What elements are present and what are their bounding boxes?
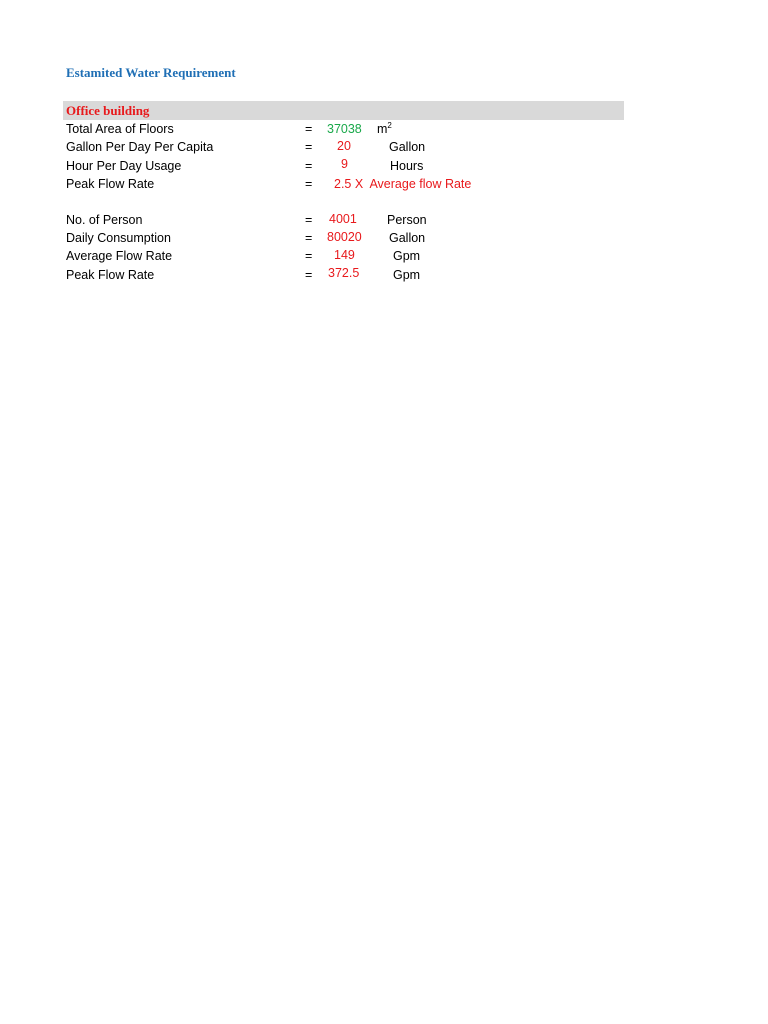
row-value: 2.5 X Average flow Rate	[334, 177, 472, 191]
row-label: No. of Person	[66, 213, 143, 227]
row-gallon-per-day	[0, 140, 768, 158]
unit-superscript: 2	[387, 121, 392, 130]
row-unit: Hours	[390, 159, 424, 173]
row-no-of-person	[0, 213, 768, 231]
row-hour-per-day	[0, 159, 768, 177]
equals-sign: =	[305, 268, 313, 282]
equals-sign: =	[305, 140, 313, 154]
row-value: 20	[337, 139, 351, 153]
row-label: Gallon Per Day Per Capita	[66, 140, 214, 154]
row-total-area	[0, 122, 768, 140]
row-average-flow-rate	[0, 249, 768, 267]
row-unit: Person	[387, 213, 427, 227]
section-title: Office building	[66, 103, 150, 118]
equals-sign: =	[305, 213, 313, 227]
row-unit: Gpm	[393, 249, 421, 263]
unit-text: m	[377, 122, 388, 136]
row-value: 372.5	[328, 266, 360, 280]
row-label: Daily Consumption	[66, 231, 171, 245]
row-label: Peak Flow Rate	[66, 177, 155, 191]
row-unit: Gallon	[389, 140, 426, 154]
section-header-bar	[63, 101, 624, 120]
row-value: 9	[341, 157, 348, 171]
row-unit: Gallon	[389, 231, 426, 245]
equals-sign: =	[305, 159, 313, 173]
row-label: Average Flow Rate	[66, 249, 173, 263]
row-label: Total Area of Floors	[66, 122, 174, 136]
row-daily-consumption	[0, 231, 768, 249]
row-value: 4001	[329, 212, 357, 226]
row-value: 80020	[327, 230, 362, 244]
row-label: Peak Flow Rate	[66, 268, 155, 282]
row-peak-flow-rate-result	[0, 268, 768, 286]
row-value: 37038	[327, 122, 362, 136]
equals-sign: =	[305, 177, 313, 191]
row-label: Hour Per Day Usage	[66, 159, 182, 173]
equals-sign: =	[305, 231, 313, 245]
equals-sign: =	[305, 122, 313, 136]
row-unit	[377, 122, 392, 136]
row-peak-flow-rate-formula	[0, 177, 768, 195]
row-value: 149	[334, 248, 355, 262]
document-title: Estamited Water Requirement	[66, 65, 236, 80]
row-unit: Gpm	[393, 268, 421, 282]
equals-sign: =	[305, 249, 313, 263]
